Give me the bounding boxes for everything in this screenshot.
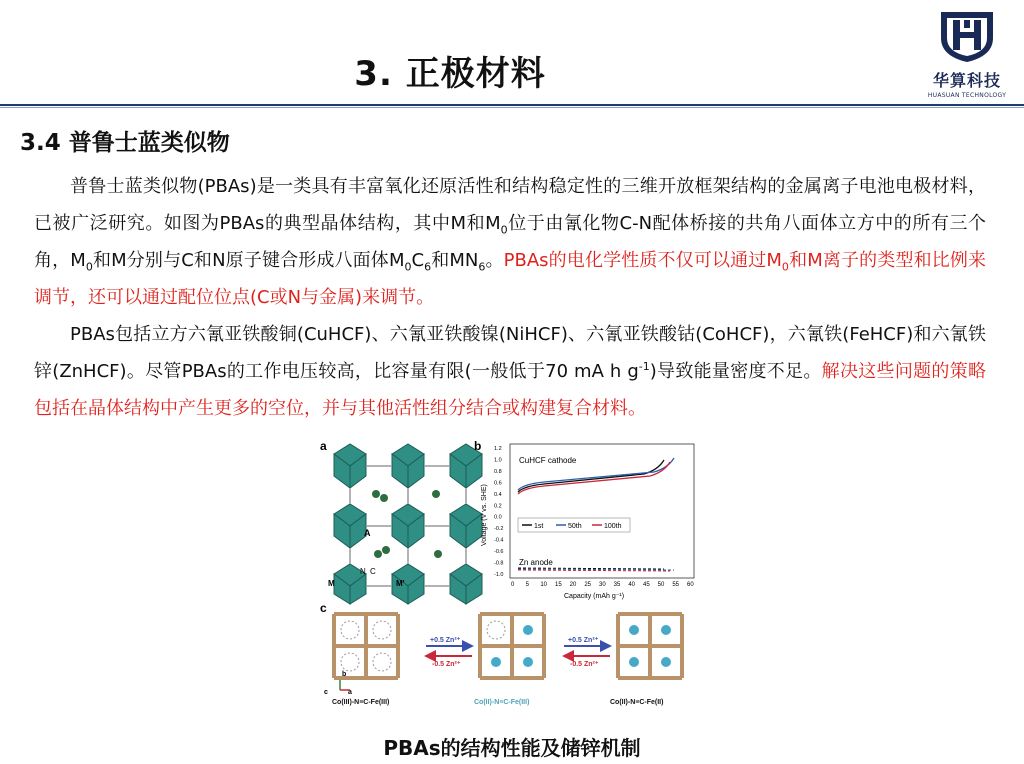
legend-1st: 1st bbox=[534, 523, 544, 530]
p1-text: 位于由氰化物C-N配体桥接的共角八面体立方中的所有三个角，M bbox=[34, 213, 987, 271]
company-logo bbox=[924, 8, 1010, 100]
axis-a-label: a bbox=[348, 689, 352, 696]
p1-highlight: 和M离子的类型和比例来调节，还可以通过配位位点(C或N与金属)来调节。 bbox=[34, 250, 987, 308]
arrow2-back-label: -0.5 Zn²⁺ bbox=[570, 661, 599, 668]
paragraph-2 bbox=[34, 316, 986, 427]
y-tick-label: 0.2 bbox=[494, 503, 502, 510]
x-tick-label: 50 bbox=[657, 582, 665, 588]
lattice-3 bbox=[618, 614, 682, 678]
arrow1-back-label: -0.5 Zn²⁺ bbox=[432, 661, 461, 668]
panel-a-label: a bbox=[320, 439, 327, 453]
x-tick-label: 10 bbox=[540, 582, 548, 588]
p1-highlight-sub: 0 bbox=[781, 260, 789, 274]
y-axis-label: Voltage (V vs. SHE) bbox=[481, 484, 488, 546]
logo-subtitle: HUASUAN TECHNOLOGY bbox=[927, 92, 1007, 99]
y-tick-label: 0.6 bbox=[494, 480, 502, 487]
lattice-2 bbox=[480, 614, 544, 678]
state3-label: Co(II)-N≡C-Fe(II) bbox=[610, 699, 664, 706]
p1-highlight: PBAs的电化学性质不仅可以通过M bbox=[503, 250, 782, 271]
paragraph-1 bbox=[34, 168, 986, 316]
x-tick-label: 15 bbox=[555, 582, 562, 588]
crystal-structure bbox=[334, 444, 482, 604]
x-tick-label: 25 bbox=[584, 582, 592, 588]
p1-sub: 0 bbox=[404, 260, 412, 274]
axis-c-label: c bbox=[324, 689, 328, 696]
x-tick-label: 30 bbox=[599, 582, 606, 588]
header-divider-thin bbox=[0, 107, 1024, 108]
lattice-1 bbox=[334, 614, 398, 678]
site-M-prime-label: M' bbox=[396, 579, 405, 588]
site-A-label: A bbox=[364, 528, 371, 538]
p1-sub: 0 bbox=[500, 223, 508, 237]
panel-b-label: b bbox=[474, 439, 482, 453]
arrow1-forward-label: +0.5 Zn²⁺ bbox=[430, 637, 461, 644]
x-tick-label: 45 bbox=[643, 582, 650, 588]
p1-sub: 0 bbox=[85, 260, 93, 274]
site-M-label: M bbox=[328, 579, 335, 588]
y-tick-label: 0.8 bbox=[494, 468, 502, 475]
x-tick-label: 0 bbox=[511, 582, 515, 588]
p1-sub: 6 bbox=[478, 260, 486, 274]
body-text bbox=[34, 168, 986, 427]
p2-highlight: 解决这些问题的策略包括在晶体结构中产生更多的空位，并与其他活性组分结合或构建复合材料。 bbox=[34, 361, 986, 419]
site-N-label: N bbox=[360, 567, 366, 576]
state1-label: Co(III)-N≡C-Fe(III) bbox=[332, 699, 390, 706]
site-C-label: C bbox=[370, 567, 376, 576]
anode-title: Zn anode bbox=[519, 558, 553, 567]
y-tick-label: -0.8 bbox=[494, 560, 504, 567]
y-tick-label: 1.2 bbox=[494, 446, 502, 452]
x-tick-label: 20 bbox=[569, 582, 577, 588]
legend-100th: 100th bbox=[604, 523, 622, 530]
p1-text: 。 bbox=[485, 250, 504, 271]
p1-sub: 6 bbox=[424, 260, 432, 274]
logo-name: 华算科技 bbox=[932, 71, 1001, 90]
p2-text: PBAs包括立方六氰亚铁酸铜(CuHCF)、六氰亚铁酸镍(NiHCF)、六氰亚铁酸钴(CoHCF)，六氰铁(FeHCF)和六氰铁锌(ZnHCF)。尽管PBAs的工作电压较高，比容量有限(一般低于70 mA h g bbox=[34, 324, 986, 382]
slide-title: 3. 正极材料 bbox=[354, 54, 546, 94]
x-tick-label: 55 bbox=[672, 582, 680, 588]
y-tick-label: 1.0 bbox=[494, 457, 502, 464]
header-divider bbox=[0, 104, 1024, 106]
p1-text: 和M分别与C和N原子键合形成八面体M bbox=[92, 250, 405, 271]
y-tick-label: -0.2 bbox=[494, 526, 504, 533]
x-tick-label: 40 bbox=[628, 582, 636, 588]
y-tick-label: -0.6 bbox=[494, 549, 504, 556]
y-tick-label: -1.0 bbox=[494, 572, 504, 578]
legend-50th: 50th bbox=[568, 523, 582, 530]
state2-label: Co(II)-N≡C-Fe(III) bbox=[474, 699, 530, 706]
cathode-title: CuHCF cathode bbox=[519, 456, 577, 465]
legend bbox=[518, 518, 630, 532]
panel-c-label: c bbox=[320, 601, 327, 615]
hs-shield-icon bbox=[937, 8, 997, 64]
x-tick-label: 35 bbox=[613, 582, 621, 588]
p1-text: C bbox=[411, 250, 425, 271]
section-heading: 3.4 普鲁士蓝类似物 bbox=[20, 130, 230, 156]
p1-text: 普鲁士蓝类似物(PBAs)是一类具有丰富氧化还原活性和结构稳定性的三维开放框架结构的金属离子电池电极材料，已被广泛研究。如图为PBAs的典型晶体结构，其中M和M bbox=[34, 176, 986, 234]
p1-text: 和MN bbox=[431, 250, 479, 271]
axis-b-label: b bbox=[342, 671, 347, 678]
p2-sup: -1 bbox=[638, 360, 650, 373]
y-tick-label: 0.0 bbox=[494, 514, 502, 521]
p2-text: )导致能量密度不足。 bbox=[649, 361, 822, 382]
x-tick-label: 5 bbox=[525, 582, 530, 588]
figure-caption: PBAs的结构性能及储锌机制 bbox=[383, 736, 641, 760]
x-tick-label: 60 bbox=[687, 582, 694, 588]
pba-figure bbox=[314, 436, 704, 716]
arrow2-forward-label: +0.5 Zn²⁺ bbox=[568, 637, 599, 644]
x-axis-label: Capacity (mAh g⁻¹) bbox=[564, 593, 625, 600]
y-tick-label: -0.4 bbox=[494, 537, 504, 544]
y-tick-label: 0.4 bbox=[494, 491, 502, 498]
